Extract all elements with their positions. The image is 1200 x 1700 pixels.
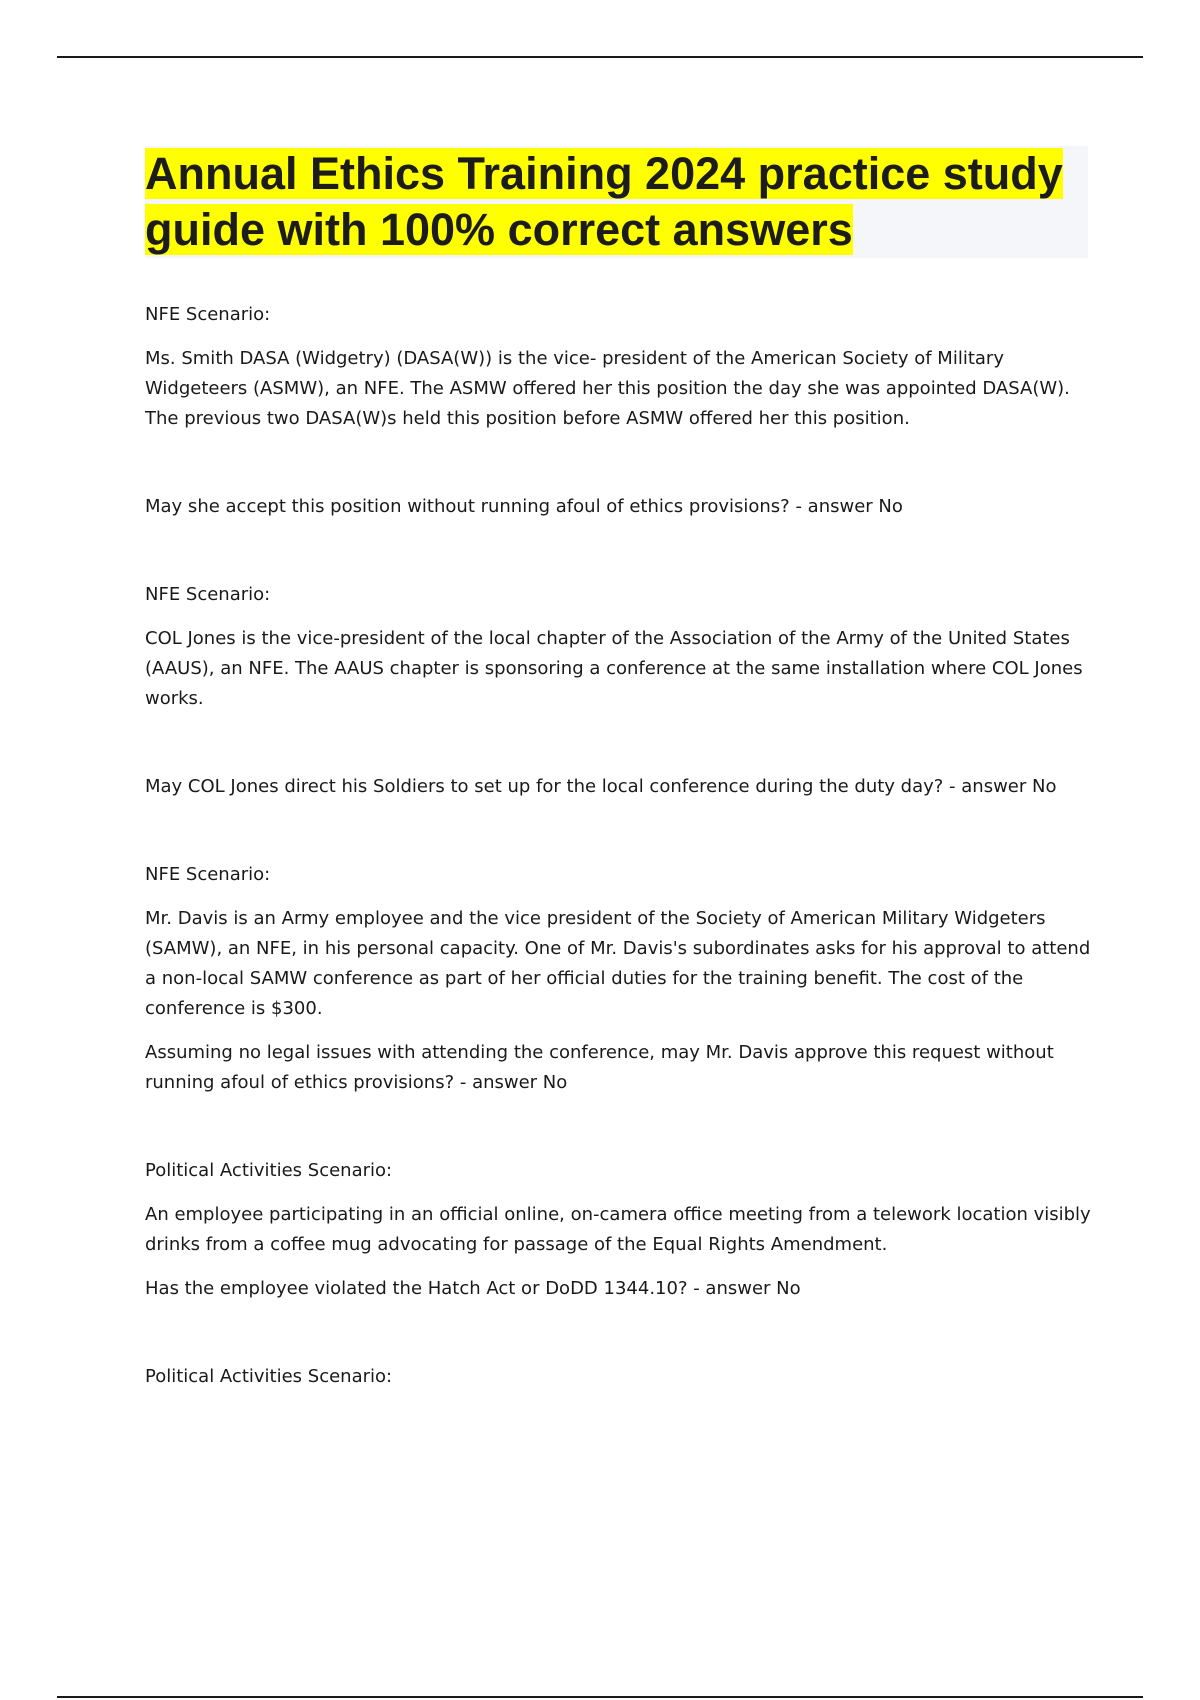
scenario-text: Mr. Davis is an Army employee and the vice president of the Society of American Military Widgeters (SAMW), an NFE, in his personal capacity. One of Mr. Davis's subordinates asks for his approval to attend a non-local SAMW conference as part of her official duties for the training benefit. The cost of the conference is $300. bbox=[145, 908, 1091, 1019]
document-title bbox=[145, 146, 1075, 258]
question-answer: May COL Jones direct his Soldiers to set up for the local conference during the duty day? - answer No bbox=[145, 776, 1057, 797]
title-highlight: Annual Ethics Training 2024 practice study guide with 100% correct answers bbox=[145, 148, 1063, 255]
section-heading: NFE Scenario: bbox=[145, 584, 271, 605]
section-heading: NFE Scenario: bbox=[145, 304, 271, 325]
question-answer: Assuming no legal issues with attending the conference, may Mr. Davis approve this request without running afoul of ethics provisions? - answer No bbox=[145, 1042, 1054, 1093]
scenario-text: Ms. Smith DASA (Widgetry) (DASA(W)) is the vice- president of the American Society of Military Widgeteers (ASMW), an NFE. The ASMW offered her this position the day she was appointed DASA(W). The previous two DASA(W)s held this position before ASMW offered her this position. bbox=[145, 348, 1070, 429]
bottom-rule bbox=[57, 1696, 1143, 1698]
section-heading: Political Activities Scenario: bbox=[145, 1366, 393, 1387]
document-body bbox=[145, 300, 1095, 1406]
question-answer: Has the employee violated the Hatch Act or DoDD 1344.10? - answer No bbox=[145, 1278, 801, 1299]
scenario-text: COL Jones is the vice-president of the local chapter of the Association of the Army of the United States (AAUS), an NFE. The AAUS chapter is sponsoring a conference at the same installation where COL Jones works. bbox=[145, 628, 1083, 709]
scenario-text: An employee participating in an official online, on-camera office meeting from a telework location visibly drinks from a coffee mug advocating for passage of the Equal Rights Amendment. bbox=[145, 1204, 1091, 1255]
question-answer: May she accept this position without running afoul of ethics provisions? - answer No bbox=[145, 496, 903, 517]
top-rule bbox=[57, 56, 1143, 58]
section-heading: Political Activities Scenario: bbox=[145, 1160, 393, 1181]
section-heading: NFE Scenario: bbox=[145, 864, 271, 885]
